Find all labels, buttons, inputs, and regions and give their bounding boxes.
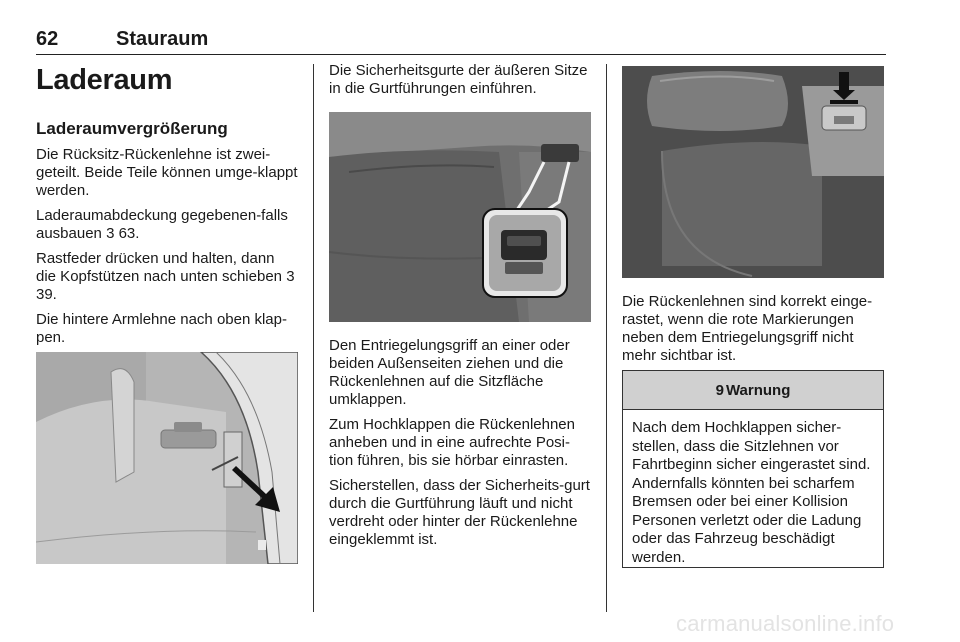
section-heading: Laderaum: [36, 64, 173, 96]
column-1: [36, 62, 298, 354]
watermark: carmanualsonline.info: [676, 611, 895, 636]
page-reference: 63.: [118, 225, 140, 242]
belt-guide-illustration: [329, 112, 591, 322]
seatback-latch-illustration: [622, 66, 884, 278]
paragraph: Die hintere Armlehne nach oben klap-pen.: [36, 311, 287, 346]
running-title: Stauraum: [116, 28, 209, 50]
paragraph: Rastfeder drücken und halten, dann die Kopfstützen nach unten schieben 3 39.: [36, 250, 295, 303]
page-number: 62: [36, 28, 59, 50]
paragraph: Die Sicherheitsgurte der äußeren Sitze in die Gurtführungen einführen.: [329, 62, 588, 97]
paragraph: Laderaumabdeckung gegebenen-falls ausbauen 3 63.: [36, 207, 288, 242]
cross-reference-icon: 3: [106, 225, 115, 242]
paragraph: Die Rücksitz-Rückenlehne ist zwei-geteilt. Beide Teile können umge-klappt werden.: [36, 146, 298, 199]
paragraph: Zum Hochklappen die Rückenlehnen anheben und in eine aufrechte Posi-tion führen, bis sie hörbar einrasten.: [329, 416, 575, 469]
warning-icon: 9: [715, 381, 724, 399]
page-header: [36, 28, 886, 55]
warning-header: [623, 371, 883, 410]
warning-box: [622, 370, 884, 568]
cross-reference-icon: 3: [286, 268, 295, 285]
page-reference: 39.: [36, 286, 57, 303]
column-2-bottom: [329, 337, 591, 556]
paragraph: Die Rückenlehnen sind korrekt einge-rastet, wenn die rote Markierungen neben dem Entriegelungsgriff nicht mehr sichtbar ist.: [622, 293, 873, 364]
warning-title: Warnung: [725, 381, 791, 399]
paragraph: Den Entriegelungsgriff an einer oder beiden Außenseiten ziehen und die Rückenlehnen auf die Sitzfläche umklappen.: [329, 337, 570, 408]
column-2-top: [329, 62, 591, 105]
column-divider: [313, 64, 314, 612]
armrest-illustration: [36, 352, 298, 564]
paragraph: Sicherstellen, dass der Sicherheits-gurt durch die Gurtführung läuft und nicht verdreht oder hinter der Rückenlehne eingeklemmt ist.: [329, 477, 590, 548]
column-3: [622, 293, 886, 372]
warning-text: Nach dem Hochklappen sicher-stellen, dass die Sitzlehnen vor Fahrtbeginn sicher eingerastet sind. Andernfalls könnten bei scharfem Bremsen oder bei einer Kollision Personen verletzt oder die Ladung oder das Fahrzeug beschädigt werden.: [632, 419, 871, 566]
column-divider: [606, 64, 607, 612]
subsection-heading: Laderaumvergrößerung: [36, 119, 228, 138]
